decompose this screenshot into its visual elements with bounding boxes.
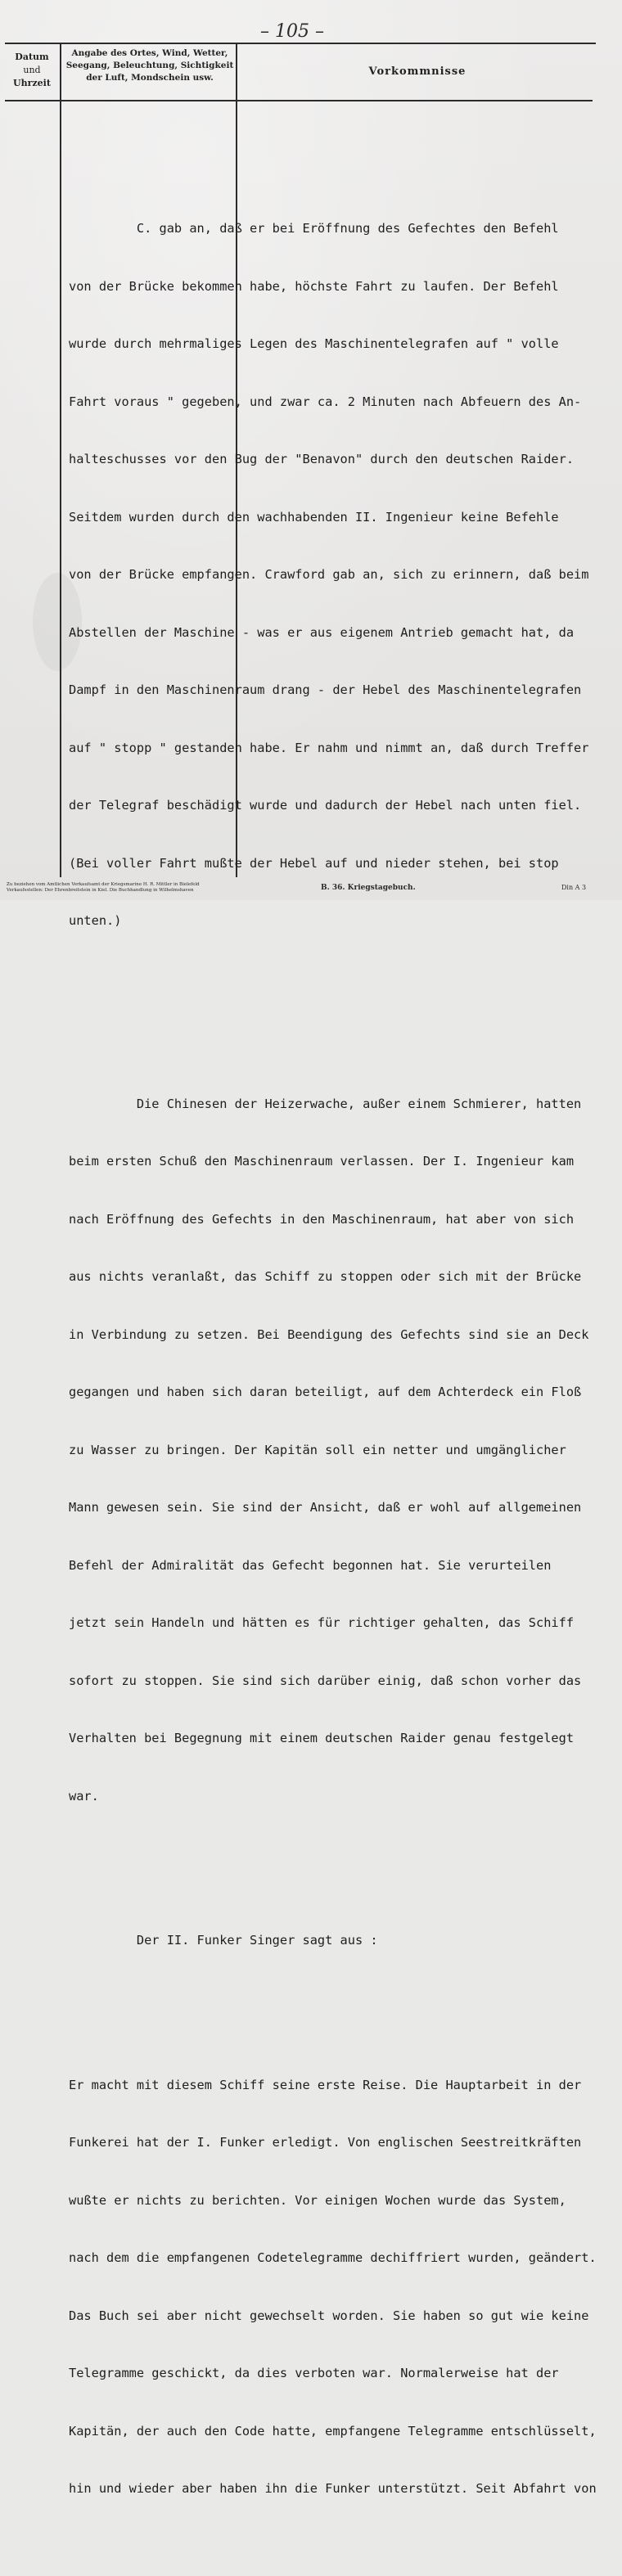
text-line: Verhalten bei Begegnung mit einem deutschen Raider genau festgelegt [69,1731,575,1745]
publisher-note [7,882,301,894]
witness-heading: Der II. Funker Singer sagt aus : [69,1933,378,1948]
page-number: – 105 – [260,21,324,42]
text-line: in Verbindung zu setzen. Bei Beendigung des Gefechts sind sie an Deck [69,1326,589,1342]
angabe-line-2: Seegang, Beleuchtung, Sichtigkeit [65,61,234,70]
text-line: halteschusses vor den Bug der "Benavon" durch den deutschen Raider. [69,452,575,466]
text-line: sofort zu stoppen. Sie sind sich darüber einig, daß schon vorher das [69,1673,582,1688]
column-divider-datum [60,43,61,877]
text-line: Die Chinesen der Heizerwache, außer einem Schmierer, hatten [69,1096,582,1111]
text-line: von der Brücke bekommen habe, höchste Fahrt zu laufen. Der Befehl [69,278,559,294]
text-line: Abstellen der Maschine - was er aus eigenem Antrieb gemacht hat, da [69,624,575,640]
text-line: (Bei voller Fahrt mußte der Hebel auf und nieder stehen, bei stop [69,855,559,871]
text-line: beim ersten Schuß den Maschinenraum verlassen. Der I. Ingenieur kam [69,1154,575,1169]
text-line: unten.) [69,913,122,928]
text-line: von der Brücke empfangen. Crawford gab an, sich zu erinnern, daß beim [69,567,589,582]
paragraph-2 [69,1056,622,1845]
form-footer [0,880,622,900]
text-line: Mann gewesen sein. Sie sind der Ansicht, daß er wohl auf allgemeinen [69,1500,582,1515]
angabe-line-1: Angabe des Ortes, Wind, Wetter, [71,48,228,58]
header-top-rule [5,43,596,44]
column-header-vorkommnisse: Vorkommnisse [368,65,466,78]
text-line: C. gab an, daß er bei Eröffnung des Gefechtes den Befehl [69,221,559,236]
text-line: gegangen und haben sich daran beteiligt, auf dem Achterdeck ein Floß [69,1385,582,1399]
publisher-line-2: Verkaufsstellen: Der Ehrenbreitstein in Kiel. Die Buchhandlung in Wilhelmshaven [7,888,194,893]
text-line: Das Buch sei aber nicht gewechselt worden. Sie haben so gut wie keine [69,2308,589,2323]
text-line: Dampf in den Maschinenraum drang - der Hebel des Maschinentelegrafen [69,682,582,697]
form-identifier: B. 36. Kriegstagebuch. [321,884,416,892]
header-bottom-rule [5,100,593,101]
text-line: war. [69,1788,99,1804]
und-label: und [23,65,41,75]
text-line: hin und wieder aber haben ihn die Funker unterstützt. Seit Abfahrt von [69,2481,597,2496]
text-line: wußte er nichts zu berichten. Vor einigen Wochen wurde das System, [69,2192,566,2208]
paragraph-1 [69,181,622,970]
column-header-datum [7,51,57,90]
text-line: Telegramme geschickt, da dies verboten war. Normalerweise hat der [69,2366,559,2380]
uhrzeit-label: Uhrzeit [13,78,51,88]
report-text [69,142,622,2576]
text-line: wurde durch mehrmaliges Legen des Maschinentelegrafen auf " volle [69,336,559,351]
text-line: Fahrt voraus " gegeben, und zwar ca. 2 Minuten nach Abfeuern des An- [69,394,582,409]
text-line: aus nichts veranlaßt, das Schiff zu stoppen oder sich mit der Brücke [69,1269,582,1284]
text-line: nach dem die empfangenen Codetelegramme dechiffriert wurden, geändert. [69,2250,597,2265]
text-line: zu Wasser zu bringen. Der Kapitän soll ein netter und umgänglicher [69,1442,566,1457]
datum-label: Datum [15,52,49,62]
text-line: nach Eröffnung des Gefechts in den Maschinenraum, hat aber von sich [69,1211,575,1227]
column-header-angabe [64,47,236,84]
text-line: jetzt sein Handeln und hätten es für richtiger gehalten, das Schiff [69,1615,575,1630]
text-line: Seitdem wurden durch den wachhabenden II. Ingenieur keine Befehle [69,509,559,525]
text-line: auf " stopp " gestanden habe. Er nahm und nimmt an, daß durch Treffer [69,740,589,755]
angabe-line-3: der Luft, Mondschein usw. [86,73,214,83]
publisher-line-1: Zu beziehen vom Amtlichen Verkaufsamt der Kriegsmarine H. R. Mittler in Bielefeld [7,882,200,887]
text-line: Er macht mit diesem Schiff seine erste Reise. Die Hauptarbeit in der [69,2077,582,2092]
paragraph-4 [69,2038,622,2538]
text-line: Funkerei hat der I. Funker erledigt. Von englischen Seestreitkräften [69,2135,582,2150]
paper-size: Din A 3 [561,884,587,891]
text-line: Kapitän, der auch den Code hatte, empfangene Telegramme entschlüsselt, [69,2423,597,2439]
text-line: Befehl der Admiralität das Gefecht begonnen hat. Sie verurteilen [69,1557,552,1573]
text-line: der Telegraf beschädigt wurde und dadurch der Hebel nach unten fiel. [69,798,582,813]
